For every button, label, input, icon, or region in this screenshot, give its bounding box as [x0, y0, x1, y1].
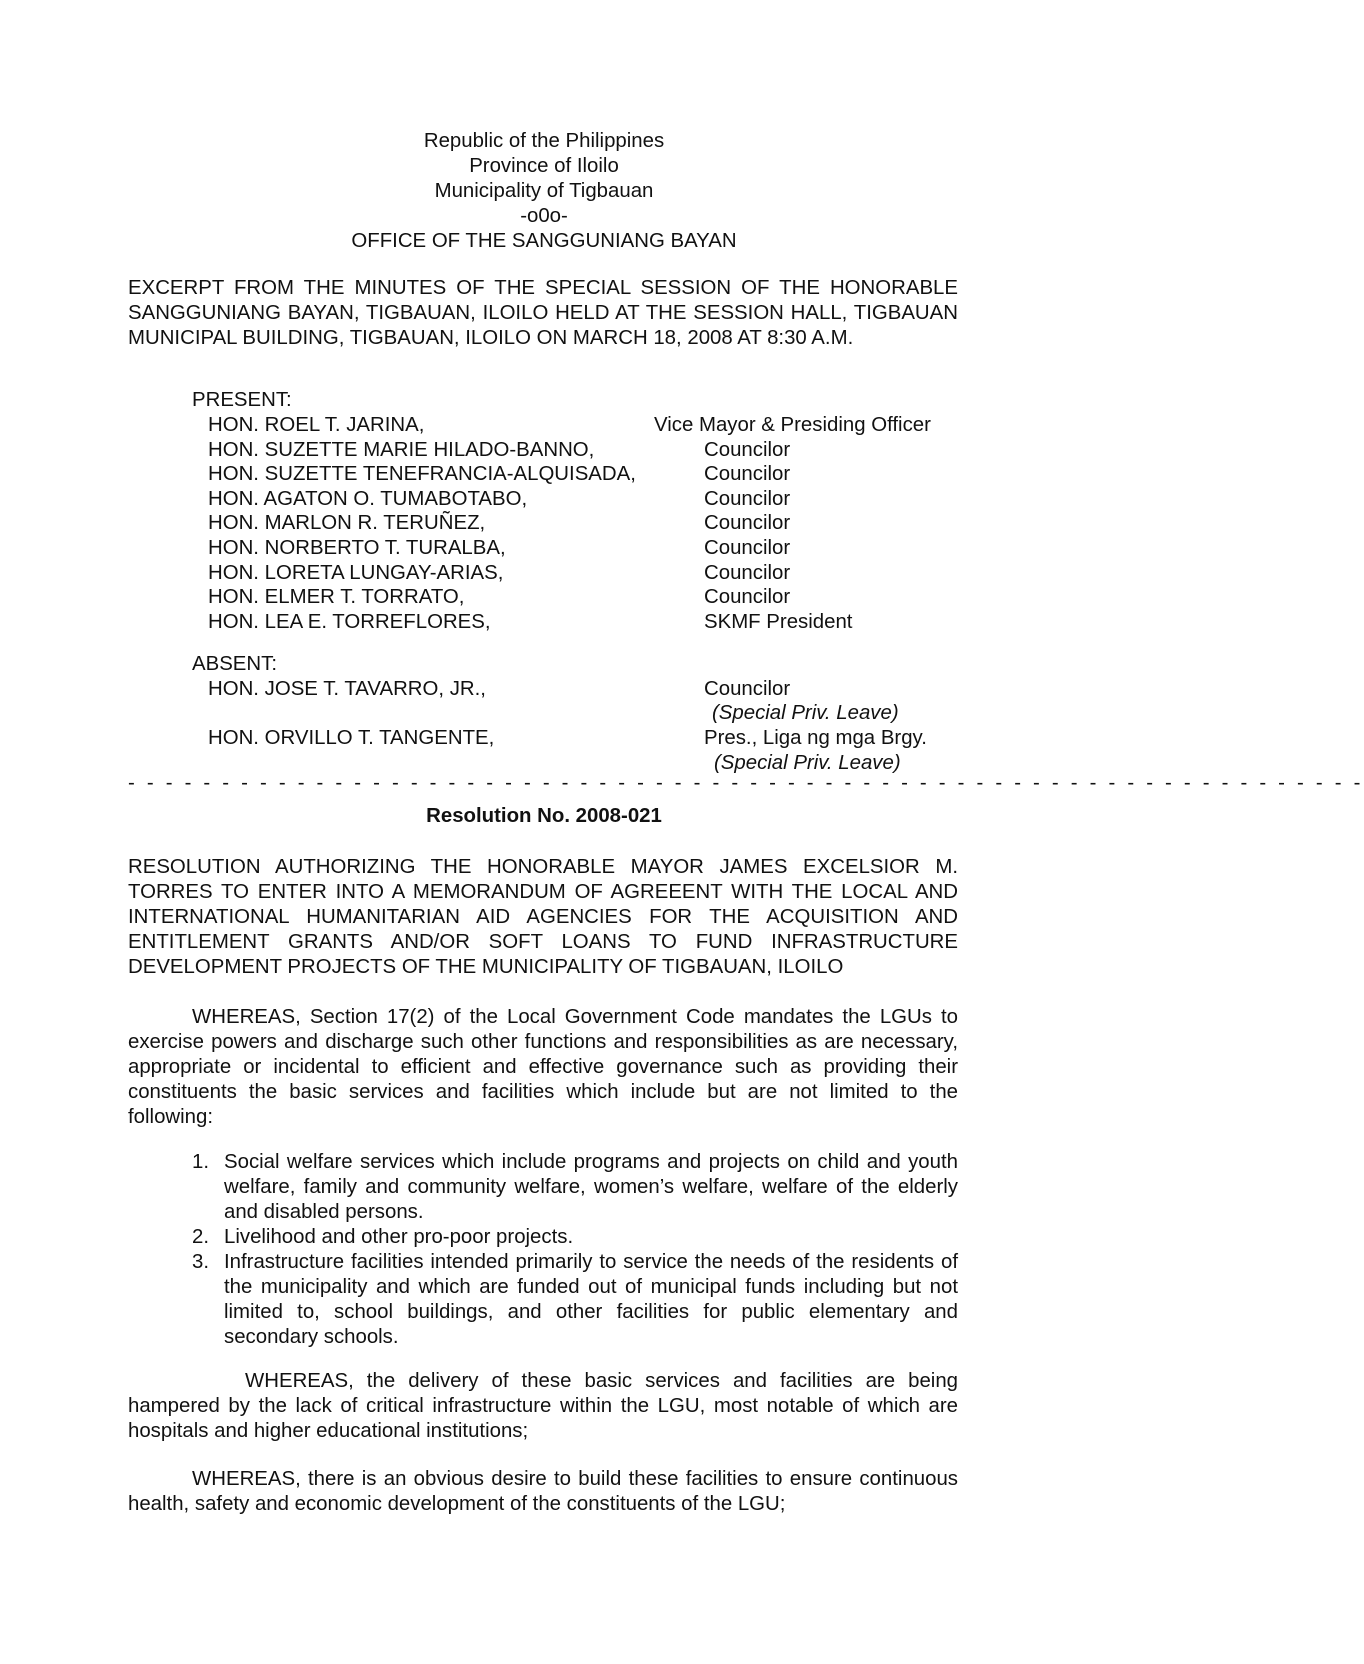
- member-role: Councilor: [704, 463, 791, 486]
- member-name: HON. ROEL T. JARINA,: [208, 414, 425, 436]
- member-name: HON. SUZETTE MARIE HILADO-BANNO,: [208, 438, 595, 461]
- list-number: 3.: [192, 1251, 210, 1273]
- member-role: Vice Mayor & Presiding Officer: [654, 414, 931, 436]
- member-name: HON. JOSE T. TAVARRO, JR.,: [208, 677, 486, 700]
- member-name: HON. LEA E. TORREFLORES,: [208, 610, 491, 633]
- member-role: Councilor: [704, 586, 791, 609]
- present-member: [192, 438, 972, 463]
- present-member: [192, 561, 972, 586]
- list-item: [192, 1250, 958, 1350]
- whereas-3-text: WHEREAS, there is an obvious desire to build these facilities to ensure continuous health, safety and economic development of the constituents of the LGU;: [128, 1468, 958, 1515]
- absent-label: ABSENT:: [192, 652, 277, 675]
- absent-note-row: [192, 701, 972, 726]
- member-role: Councilor: [704, 512, 791, 535]
- list-text: Infrastructure facilities intended primarily to service the needs of the residents of the municipality and which are funded out of municipal funds including but not limited to, school buildings, and other facilities for public elementary and secondary schools.: [224, 1251, 958, 1348]
- member-name: HON. NORBERTO T. TURALBA,: [208, 536, 506, 559]
- member-role: Councilor: [704, 487, 791, 510]
- excerpt-paragraph: EXCERPT FROM THE MINUTES OF THE SPECIAL SESSION OF THE HONORABLE SANGGUNIANG BAYAN, TIGBAUAN, ILOILO HELD AT THE SESSION HALL, TIGBAUAN MUNICIPAL BUILDING, TIGBAUAN, ILOILO ON MARCH 18, 2008 AT 8:30 A.M.: [128, 277, 958, 349]
- member-name: HON. ELMER T. TORRATO,: [208, 586, 465, 609]
- present-member: [192, 487, 972, 512]
- services-list: [192, 1150, 958, 1350]
- member-name: HON. AGATON O. TUMABOTABO,: [208, 487, 528, 510]
- member-name: HON. LORETA LUNGAY-ARIAS,: [208, 561, 504, 584]
- member-name: HON. SUZETTE TENEFRANCIA-ALQUISADA,: [208, 463, 636, 486]
- attendance-roster: [192, 388, 972, 775]
- member-name: HON. ORVILLO T. TANGENTE,: [208, 726, 495, 749]
- header-municipality: Municipality of Tigbauan: [434, 180, 654, 202]
- whereas-2-text: WHEREAS, the delivery of these basic services and facilities are being hampered by the lack of critical infrastructure within the LGU, most notable of which are hospitals and higher educational institutions;: [128, 1370, 958, 1442]
- present-member: [192, 536, 972, 561]
- list-number: 1.: [192, 1151, 210, 1173]
- whereas-clause-2: [128, 1369, 958, 1444]
- resolution-title: RESOLUTION AUTHORIZING THE HONORABLE MAYOR JAMES EXCELSIOR M. TORRES TO ENTER INTO A MEMORANDUM OF AGREEENT WITH THE LOCAL AND INTERNATIONAL HUMANITARIAN AID AGENCIES FOR THE ACQUISITION AND ENTITLEMENT GRANTS AND/OR SOFT LOANS TO FUND INFRASTRUCTURE DEVELOPMENT PROJECTS OF THE MUNICIPALITY OF TIGBAUAN, ILOILO: [128, 856, 958, 978]
- header-republic: Republic of the Philippines: [423, 130, 665, 152]
- present-member: [192, 585, 972, 610]
- list-item: [192, 1150, 958, 1225]
- letterhead: [0, 129, 1088, 254]
- present-member: [192, 462, 972, 487]
- present-member: [192, 610, 972, 652]
- header-ornament: -o0o-: [520, 205, 568, 227]
- present-member: [192, 511, 972, 536]
- absent-member: [192, 726, 972, 751]
- resolution-number: Resolution No. 2008-021: [426, 805, 662, 827]
- leave-note: (Special Priv. Leave): [714, 751, 901, 774]
- member-role: Councilor: [704, 536, 791, 559]
- whereas-1-text: WHEREAS, Section 17(2) of the Local Government Code mandates the LGUs to exercise powers and discharge such other functions and responsibilities as are necessary, appropriate or incidental to efficient and effective governance such as providing their constituents the basic services and facilities which include but are not limited to the following:: [128, 1006, 958, 1128]
- list-text: Livelihood and other pro-poor projects.: [224, 1226, 574, 1248]
- list-number: 2.: [192, 1226, 210, 1248]
- member-role: SKMF President: [704, 610, 853, 633]
- present-member: [192, 413, 972, 438]
- member-role: Pres., Liga ng mga Brgy.: [704, 726, 927, 749]
- member-name: HON. MARLON R. TERUÑEZ,: [208, 512, 486, 535]
- member-role: Councilor: [704, 438, 791, 461]
- member-role: Councilor: [704, 561, 791, 584]
- header-province: Province of Iloilo: [469, 155, 619, 177]
- list-item: [192, 1225, 958, 1250]
- member-role: Councilor: [704, 677, 791, 700]
- present-label: PRESENT:: [192, 389, 292, 411]
- whereas-clause-3: [128, 1467, 958, 1517]
- absent-member: [192, 677, 972, 702]
- whereas-clause-1: [128, 1005, 958, 1130]
- leave-note: (Special Priv. Leave): [712, 702, 899, 725]
- dashed-divider: - - - - - - - - - - - - - - - - - - - - - - - - - - - - - - - - - - - - - - - - - - - - - - - - - - - - - - - - - - - - - - - - - -: [128, 772, 1364, 794]
- header-office: OFFICE OF THE SANGGUNIANG BAYAN: [351, 230, 737, 252]
- list-text: Social welfare services which include programs and projects on child and youth welfare, family and community welfare, women’s welfare, welfare of the elderly and disabled persons.: [224, 1151, 958, 1223]
